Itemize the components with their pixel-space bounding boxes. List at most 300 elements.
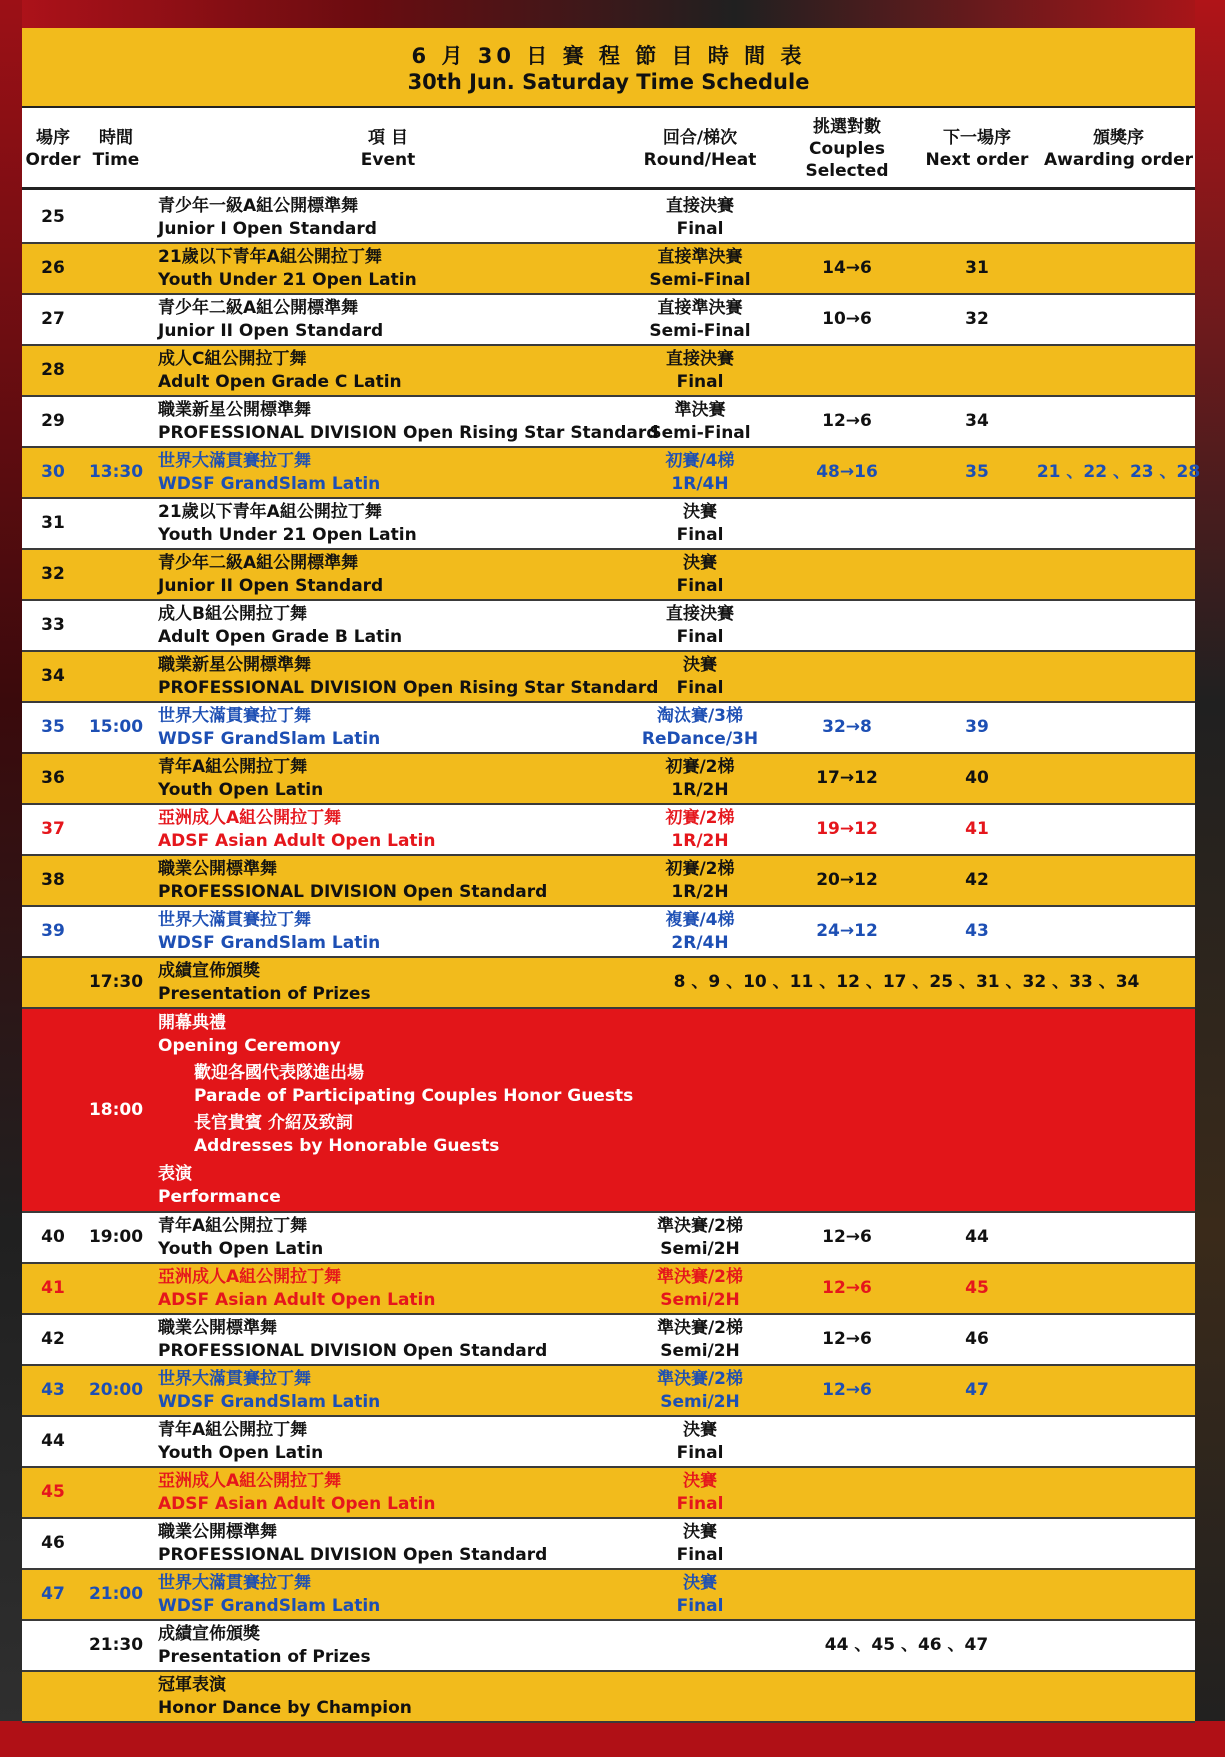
round-zh: 決賽 xyxy=(683,1521,717,1542)
event-name-zh: 世界大滿貫賽拉丁舞 xyxy=(158,1368,311,1389)
award-cell xyxy=(1042,295,1195,344)
table-row xyxy=(22,856,1195,907)
event-cell xyxy=(158,907,618,956)
next-order-value: 45 xyxy=(965,1278,989,1298)
table-row xyxy=(22,1468,1195,1519)
award-cell xyxy=(1042,1519,1195,1568)
order-value: 47 xyxy=(41,1584,65,1604)
award-cell xyxy=(1042,601,1195,650)
couples-cell xyxy=(782,754,912,803)
order-cell xyxy=(22,499,84,548)
event-cell xyxy=(158,193,618,242)
next-order-value: 47 xyxy=(965,1380,989,1400)
round-en: Final xyxy=(676,218,724,239)
event-cell xyxy=(158,448,618,497)
order-cell xyxy=(22,703,84,752)
next-order-value: 32 xyxy=(965,309,989,329)
header-couples-zh: 挑選對數 xyxy=(813,116,881,137)
couples-cell xyxy=(782,1519,912,1568)
event-name-en: Youth Open Latin xyxy=(158,1442,324,1463)
round-zh: 準決賽/2梯 xyxy=(656,1368,744,1389)
ceremony-parade-zh: 歡迎各國代表隊進出場 xyxy=(194,1063,364,1083)
time-cell xyxy=(84,499,148,548)
time-cell xyxy=(84,1468,148,1517)
header-award-zh: 頒獎序 xyxy=(1093,127,1144,148)
award-cell xyxy=(1042,1315,1195,1364)
next-order-value: 35 xyxy=(965,462,989,482)
event-name-en: Junior II Open Standard xyxy=(158,575,384,596)
couples-cell xyxy=(782,1315,912,1364)
next-order-value: 44 xyxy=(965,1227,989,1247)
event-cell xyxy=(158,1366,618,1415)
couples-value: 14→6 xyxy=(822,258,872,278)
round-zh: 淘汰賽/3梯 xyxy=(656,705,744,726)
event-name-zh: 21歲以下青年A組公開拉丁舞 xyxy=(158,501,382,522)
round-zh: 初賽/2梯 xyxy=(665,858,735,879)
round-cell xyxy=(618,601,782,650)
next-order-cell xyxy=(912,1315,1042,1364)
order-cell xyxy=(22,754,84,803)
round-cell xyxy=(618,1672,782,1721)
round-en: 1R/4H xyxy=(671,473,729,494)
next-order-cell xyxy=(912,397,1042,446)
round-cell xyxy=(618,397,782,446)
round-en: Final xyxy=(676,524,724,545)
order-value: 30 xyxy=(41,462,65,482)
award-cell xyxy=(1042,754,1195,803)
table-row xyxy=(22,1417,1195,1468)
time-cell xyxy=(84,1315,148,1364)
order-value: 45 xyxy=(41,1482,65,1502)
time-value: 17:30 xyxy=(88,972,144,992)
event-cell xyxy=(158,346,618,395)
couples-value: 17→12 xyxy=(816,768,878,788)
event-cell xyxy=(158,499,618,548)
table-row xyxy=(22,1621,1195,1672)
award-cell xyxy=(1042,499,1195,548)
couples-cell xyxy=(782,1264,912,1313)
round-en: Final xyxy=(676,1595,724,1616)
order-cell xyxy=(22,1570,84,1619)
event-name-zh: 世界大滿貫賽拉丁舞 xyxy=(158,909,311,930)
ceremony-title-en: Opening Ceremony xyxy=(158,1036,341,1056)
header-event xyxy=(158,110,618,187)
event-cell xyxy=(158,652,659,701)
table-row xyxy=(22,1264,1195,1315)
next-order-cell xyxy=(912,652,1042,701)
round-en: Semi-Final xyxy=(649,422,751,443)
order-cell xyxy=(22,1672,84,1721)
next-order-cell xyxy=(912,550,1042,599)
event-name-en: WDSF GrandSlam Latin xyxy=(158,1595,381,1616)
event-cell xyxy=(158,550,618,599)
time-cell xyxy=(84,1264,148,1313)
ceremony-title-zh: 開幕典禮 xyxy=(158,1013,226,1033)
order-value: 40 xyxy=(41,1227,65,1247)
round-zh: 初賽/4梯 xyxy=(665,450,735,471)
event-name-zh: 青年A組公開拉丁舞 xyxy=(158,756,308,777)
order-value: 25 xyxy=(41,207,65,227)
round-en: Semi/2H xyxy=(660,1391,740,1412)
order-cell xyxy=(22,193,84,242)
order-value: 42 xyxy=(41,1329,65,1349)
order-cell xyxy=(22,1519,84,1568)
awarding-list: 44 、45 、46 、47 xyxy=(824,1635,989,1655)
event-name-en: PROFESSIONAL DIVISION Open Standard xyxy=(158,1544,548,1565)
table-row xyxy=(22,1213,1195,1264)
event-cell xyxy=(158,1570,618,1619)
round-en: Semi/2H xyxy=(660,1340,740,1361)
order-cell xyxy=(22,1417,84,1466)
ceremony-addresses-zh: 長官貴賓 介紹及致詞 xyxy=(194,1113,353,1133)
round-cell xyxy=(618,1468,782,1517)
header-round-zh: 回合/梯次 xyxy=(662,127,738,148)
event-name-zh: 青少年二級A組公開標準舞 xyxy=(158,552,359,573)
award-cell xyxy=(1042,1468,1195,1517)
table-row xyxy=(22,1570,1195,1621)
order-value: 28 xyxy=(41,360,65,380)
header-couples-en2: Selected xyxy=(805,160,889,181)
opening-ceremony-block xyxy=(22,1009,1195,1213)
couples-cell xyxy=(782,703,912,752)
table-row xyxy=(22,550,1195,601)
event-cell xyxy=(158,958,618,1007)
event-name-zh: 成績宣佈頒獎 xyxy=(158,1623,260,1644)
event-name-en: PROFESSIONAL DIVISION Open Rising Star Standard xyxy=(158,677,659,698)
round-cell xyxy=(618,754,782,803)
award-cell xyxy=(1042,244,1195,293)
event-name-en: ADSF Asian Adult Open Latin xyxy=(158,830,436,851)
event-name-en: Adult Open Grade B Latin xyxy=(158,626,403,647)
award-value: 21 、22 、23 、28 xyxy=(1036,462,1201,482)
next-order-cell xyxy=(912,601,1042,650)
event-name-en: WDSF GrandSlam Latin xyxy=(158,932,381,953)
time-cell xyxy=(84,1417,148,1466)
order-value: 27 xyxy=(41,309,65,329)
event-cell xyxy=(158,805,618,854)
order-cell xyxy=(22,1468,84,1517)
order-cell xyxy=(22,652,84,701)
header-round xyxy=(618,110,782,187)
order-cell xyxy=(22,1264,84,1313)
next-order-value: 40 xyxy=(965,768,989,788)
event-name-zh: 亞洲成人A組公開拉丁舞 xyxy=(158,807,342,828)
round-zh: 決賽 xyxy=(683,501,717,522)
round-zh: 準決賽 xyxy=(674,399,726,420)
event-name-en: Youth Open Latin xyxy=(158,1238,324,1259)
round-zh: 決賽 xyxy=(683,1572,717,1593)
order-value: 34 xyxy=(41,666,65,686)
couples-cell xyxy=(782,448,912,497)
header-next-en: Next order xyxy=(925,149,1029,170)
header-order-zh: 場序 xyxy=(36,127,70,148)
event-cell xyxy=(158,1315,618,1364)
awarding-list-cell xyxy=(618,958,1195,1007)
award-cell xyxy=(1042,397,1195,446)
time-value: 19:00 xyxy=(88,1227,144,1247)
round-en: Semi/2H xyxy=(660,1238,740,1259)
order-value: 26 xyxy=(41,258,65,278)
award-cell xyxy=(1042,1366,1195,1415)
time-cell xyxy=(84,448,148,497)
couples-value: 12→6 xyxy=(822,411,872,431)
award-cell xyxy=(1042,346,1195,395)
time-value: 20:00 xyxy=(88,1380,144,1400)
order-cell xyxy=(22,1621,84,1670)
event-name-en: Adult Open Grade C Latin xyxy=(158,371,402,392)
round-cell xyxy=(618,1519,782,1568)
header-event-zh: 項 目 xyxy=(368,127,408,148)
award-cell xyxy=(1042,1264,1195,1313)
time-cell xyxy=(84,1570,148,1619)
time-cell xyxy=(84,652,148,701)
couples-value: 12→6 xyxy=(822,1278,872,1298)
event-name-en: Junior I Open Standard xyxy=(158,218,377,239)
next-order-value: 34 xyxy=(965,411,989,431)
round-en: Final xyxy=(676,626,724,647)
header-couples xyxy=(782,110,912,187)
award-cell xyxy=(1042,1570,1195,1619)
header-time xyxy=(84,110,148,187)
event-name-zh: 青少年二級A組公開標準舞 xyxy=(158,297,359,318)
next-order-cell xyxy=(912,1417,1042,1466)
event-name-zh: 青少年一級A組公開標準舞 xyxy=(158,195,359,216)
round-cell xyxy=(618,652,782,701)
order-value: 31 xyxy=(41,513,65,533)
next-order-cell xyxy=(912,754,1042,803)
time-value: 21:30 xyxy=(88,1635,144,1655)
table-row xyxy=(22,448,1201,499)
couples-value: 12→6 xyxy=(822,1329,872,1349)
event-name-zh: 21歲以下青年A組公開拉丁舞 xyxy=(158,246,382,267)
next-order-value: 43 xyxy=(965,921,989,941)
header-order-en: Order xyxy=(25,149,81,170)
next-order-cell xyxy=(912,1366,1042,1415)
time-cell xyxy=(84,1366,148,1415)
couples-value: 12→6 xyxy=(822,1380,872,1400)
award-cell xyxy=(1042,193,1195,242)
time-cell xyxy=(84,1672,148,1721)
time-cell xyxy=(84,1213,148,1262)
award-cell xyxy=(1042,1672,1195,1721)
next-order-cell xyxy=(912,499,1042,548)
round-en: Final xyxy=(676,371,724,392)
ceremony-parade-en: Parade of Participating Couples Honor Guests xyxy=(194,1086,634,1106)
event-name-zh: 職業新星公開標準舞 xyxy=(158,399,311,420)
event-cell xyxy=(158,1417,618,1466)
event-name-en: WDSF GrandSlam Latin xyxy=(158,1391,381,1412)
event-name-en: Junior II Open Standard xyxy=(158,320,384,341)
round-cell xyxy=(618,244,782,293)
round-cell xyxy=(618,1366,782,1415)
round-zh: 直接準決賽 xyxy=(657,297,743,318)
event-cell xyxy=(158,1468,618,1517)
event-name-zh: 成人B組公開拉丁舞 xyxy=(158,603,307,624)
order-value: 46 xyxy=(41,1533,65,1553)
time-cell xyxy=(84,346,148,395)
header-event-en: Event xyxy=(360,149,416,170)
round-en: Semi-Final xyxy=(649,269,751,290)
couples-cell xyxy=(782,601,912,650)
next-order-cell xyxy=(912,295,1042,344)
order-cell xyxy=(22,1213,84,1262)
next-order-cell xyxy=(912,244,1042,293)
event-name-en: PROFESSIONAL DIVISION Open Standard xyxy=(158,881,548,902)
award-cell xyxy=(1042,805,1195,854)
round-cell xyxy=(618,703,782,752)
event-cell xyxy=(158,1213,618,1262)
round-zh: 複賽/4梯 xyxy=(665,909,735,930)
couples-cell xyxy=(782,193,912,242)
event-name-zh: 冠軍表演 xyxy=(158,1674,226,1695)
award-cell xyxy=(1042,703,1195,752)
event-name-zh: 世界大滿貫賽拉丁舞 xyxy=(158,1572,311,1593)
event-cell xyxy=(158,754,618,803)
table-row xyxy=(22,397,1195,448)
couples-cell xyxy=(782,550,912,599)
order-cell xyxy=(22,856,84,905)
round-cell xyxy=(618,1213,782,1262)
order-cell xyxy=(22,550,84,599)
time-cell xyxy=(84,397,148,446)
ceremony-performance-en: Performance xyxy=(158,1187,281,1207)
event-name-zh: 青年A組公開拉丁舞 xyxy=(158,1215,308,1236)
round-cell xyxy=(618,1315,782,1364)
background-left xyxy=(0,0,22,1757)
table-row xyxy=(22,652,1195,703)
couples-cell xyxy=(782,397,912,446)
event-name-zh: 職業新星公開標準舞 xyxy=(158,654,311,675)
event-name-en: Presentation of Prizes xyxy=(158,1646,371,1667)
round-en: Final xyxy=(676,1544,724,1565)
round-cell xyxy=(618,805,782,854)
next-order-cell xyxy=(912,193,1042,242)
time-value: 21:00 xyxy=(88,1584,144,1604)
couples-cell xyxy=(782,1213,912,1262)
background-right xyxy=(1195,0,1225,1757)
order-value: 35 xyxy=(41,717,65,737)
next-order-cell xyxy=(912,346,1042,395)
event-name-zh: 青年A組公開拉丁舞 xyxy=(158,1419,308,1440)
table-row xyxy=(22,499,1195,550)
couples-cell xyxy=(782,346,912,395)
couples-value: 32→8 xyxy=(822,717,872,737)
round-zh: 決賽 xyxy=(683,1470,717,1491)
time-cell xyxy=(84,601,148,650)
round-zh: 準決賽/2梯 xyxy=(656,1266,744,1287)
round-en: 2R/4H xyxy=(671,932,729,953)
event-name-zh: 世界大滿貫賽拉丁舞 xyxy=(158,705,311,726)
header-next xyxy=(912,110,1042,187)
next-order-cell xyxy=(912,805,1042,854)
next-order-cell xyxy=(912,1570,1042,1619)
round-en: Final xyxy=(676,677,724,698)
couples-cell xyxy=(782,244,912,293)
event-name-en: ADSF Asian Adult Open Latin xyxy=(158,1493,436,1514)
time-cell xyxy=(84,958,148,1007)
next-order-cell xyxy=(912,703,1042,752)
round-zh: 決賽 xyxy=(683,552,717,573)
order-value: 43 xyxy=(41,1380,65,1400)
table-row xyxy=(22,1519,1195,1570)
header-time-zh: 時間 xyxy=(99,127,133,148)
round-zh: 準決賽/2梯 xyxy=(656,1317,744,1338)
title-chinese: 6 月 30 日 賽 程 節 目 時 間 表 xyxy=(411,44,806,68)
round-zh: 準決賽/2梯 xyxy=(656,1215,744,1236)
table-row xyxy=(22,754,1195,805)
round-en: ReDance/3H xyxy=(641,728,759,749)
event-name-en: Youth Under 21 Open Latin xyxy=(158,269,417,290)
table-row xyxy=(22,346,1195,397)
event-name-en: Honor Dance by Champion xyxy=(158,1697,412,1718)
event-name-zh: 成績宣佈頒獎 xyxy=(158,960,260,981)
table-header xyxy=(22,110,1195,190)
order-cell xyxy=(22,448,84,497)
round-en: 1R/2H xyxy=(671,779,729,800)
ceremony-performance-zh: 表演 xyxy=(158,1164,192,1184)
time-value: 15:00 xyxy=(88,717,144,737)
time-cell xyxy=(84,550,148,599)
awarding-list: 8 、9 、10 、11 、12 、17 、25 、31 、32 、33 、34 xyxy=(673,972,1140,992)
couples-cell xyxy=(782,499,912,548)
round-en: Final xyxy=(676,1442,724,1463)
order-value: 32 xyxy=(41,564,65,584)
order-value: 29 xyxy=(41,411,65,431)
event-name-en: Youth Under 21 Open Latin xyxy=(158,524,417,545)
award-cell xyxy=(1042,550,1195,599)
round-cell xyxy=(618,1264,782,1313)
order-cell xyxy=(22,601,84,650)
event-name-en: WDSF GrandSlam Latin xyxy=(158,473,381,494)
ceremony-addresses-en: Addresses by Honorable Guests xyxy=(194,1136,500,1156)
event-cell xyxy=(158,244,618,293)
title-english: 30th Jun. Saturday Time Schedule xyxy=(407,70,810,94)
ceremony-time: 18:00 xyxy=(88,1100,144,1120)
next-order-cell xyxy=(912,1519,1042,1568)
event-name-en: PROFESSIONAL DIVISION Open Rising Star Standard xyxy=(158,422,659,443)
event-name-zh: 世界大滿貫賽拉丁舞 xyxy=(158,450,311,471)
couples-cell xyxy=(782,1468,912,1517)
event-cell xyxy=(158,1264,618,1313)
next-order-value: 42 xyxy=(965,870,989,890)
couples-value: 10→6 xyxy=(822,309,872,329)
title-band xyxy=(22,28,1195,108)
event-name-zh: 職業公開標準舞 xyxy=(158,1317,277,1338)
couples-value: 48→16 xyxy=(816,462,878,482)
next-order-cell xyxy=(912,448,1042,497)
order-value: 33 xyxy=(41,615,65,635)
couples-cell xyxy=(782,1570,912,1619)
next-order-value: 41 xyxy=(965,819,989,839)
table-row xyxy=(22,295,1195,346)
schedule-sheet xyxy=(22,28,1201,1721)
round-en: Semi-Final xyxy=(649,320,751,341)
next-order-cell xyxy=(912,1468,1042,1517)
round-cell xyxy=(618,550,782,599)
order-value: 38 xyxy=(41,870,65,890)
event-name-en: Youth Open Latin xyxy=(158,779,324,800)
header-time-en: Time xyxy=(92,149,140,170)
event-cell xyxy=(158,703,618,752)
order-value: 44 xyxy=(41,1431,65,1451)
order-value: 39 xyxy=(41,921,65,941)
order-cell xyxy=(22,1366,84,1415)
round-cell xyxy=(618,1570,782,1619)
round-en: Final xyxy=(676,1493,724,1514)
order-cell xyxy=(22,244,84,293)
round-en: 1R/2H xyxy=(671,830,729,851)
table-row xyxy=(22,1672,1195,1723)
